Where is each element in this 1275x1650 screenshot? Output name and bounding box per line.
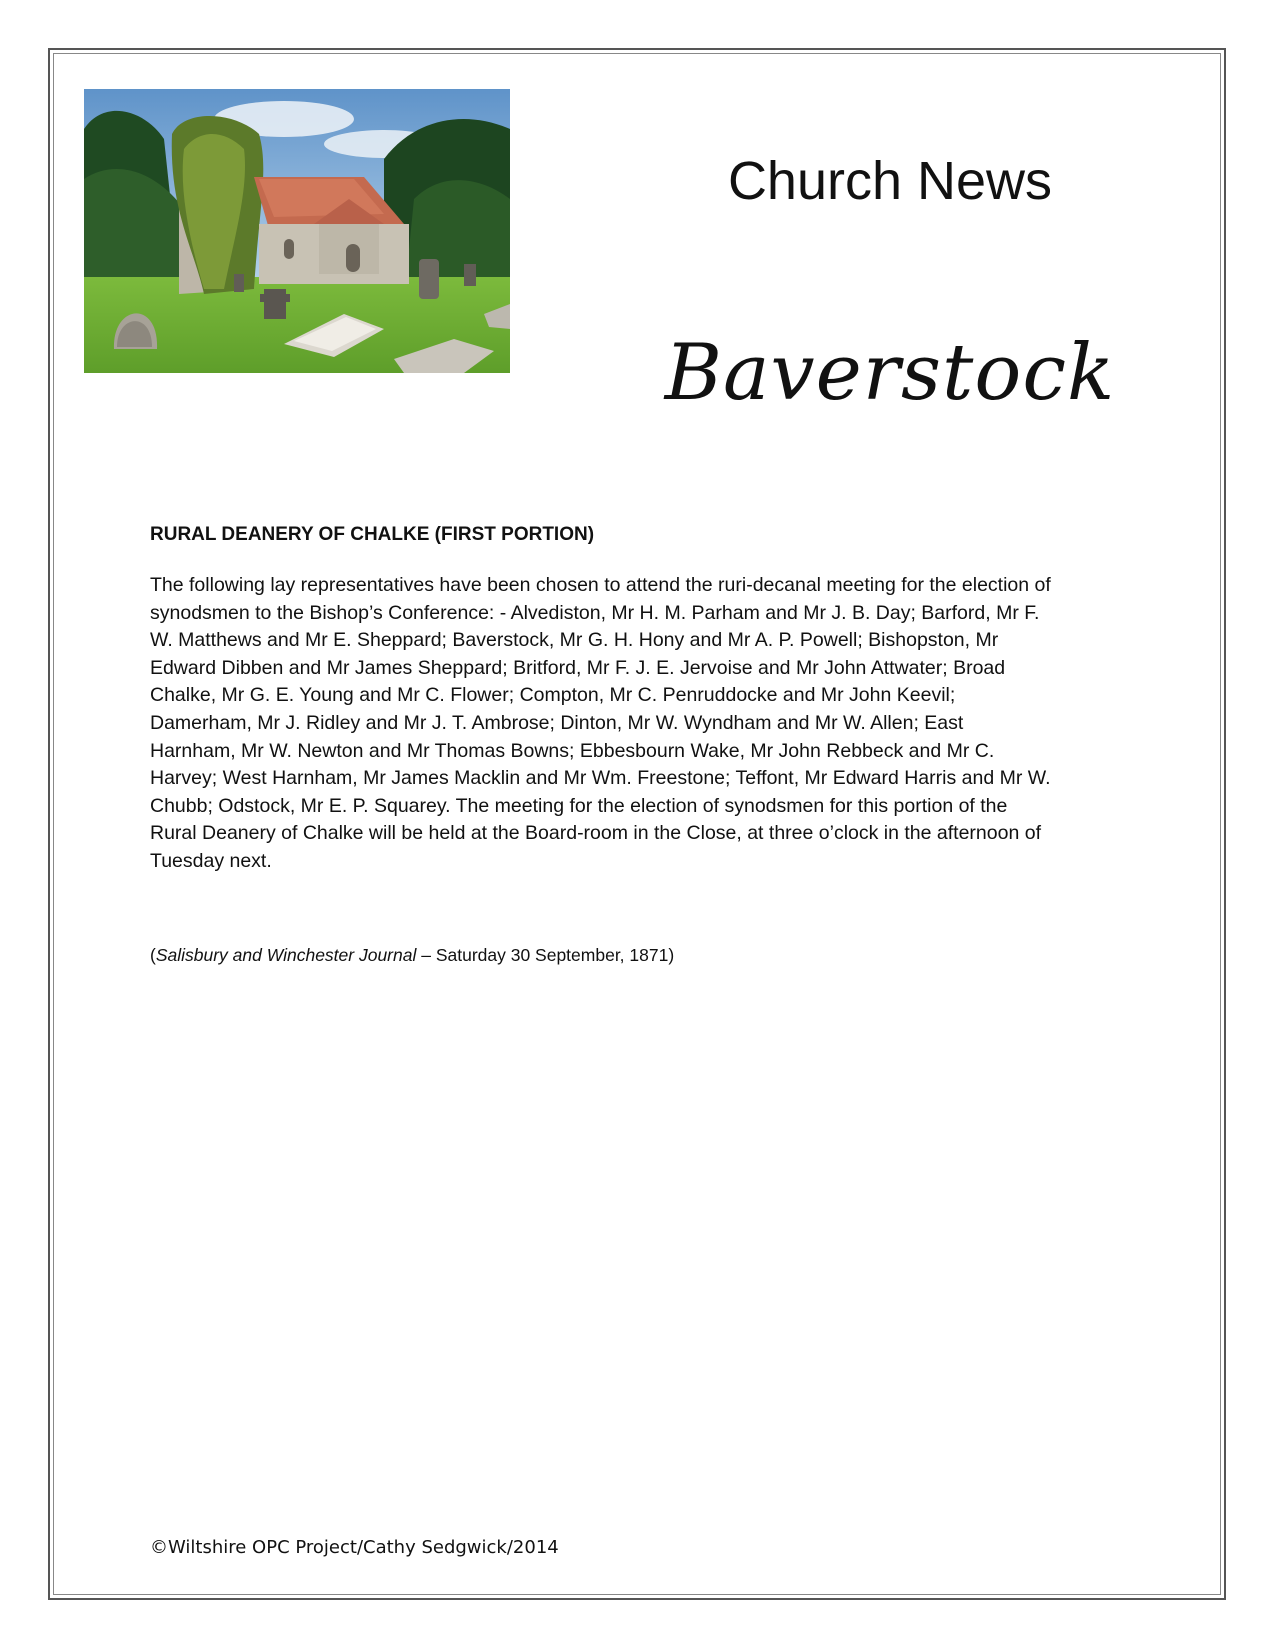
article-line: W. Matthews and Mr E. Sheppard; Baverstock, Mr G. H. Hony and Mr A. P. Powell; Bishopston, Mr [150, 629, 999, 652]
article-line: synodsmen to the Bishop’s Conference: - Alvediston, Mr H. M. Parham and Mr J. B. Day; Barford, Mr F. [150, 601, 1040, 624]
article-line: Harnham, Mr W. Newton and Mr Thomas Bowns; Ebbesbourn Wake, Mr John Rebbeck and Mr C. [150, 739, 995, 762]
article-citation [150, 943, 674, 967]
article-line: Chubb; Odstock, Mr E. P. Squarey. The meeting for the election of synodsmen for this portion of the [150, 794, 1008, 817]
article-line: Edward Dibben and Mr James Sheppard; Britford, Mr F. J. E. Jervoise and Mr John Attwater; Broad [150, 656, 1006, 679]
article-heading: RURAL DEANERY OF CHALKE (FIRST PORTION) [150, 524, 595, 545]
article-line: Rural Deanery of Chalke will be held at the Board-room in the Close, at three o’clock in the afternoon of [150, 822, 1041, 845]
article-line: Harvey; West Harnham, Mr James Macklin and Mr Wm. Freestone; Teffont, Mr Edward Harris and Mr W. [150, 767, 1051, 790]
church-photo-icon [84, 89, 510, 373]
article-body [150, 572, 1130, 876]
article-line: Chalke, Mr G. E. Young and Mr C. Flower; Compton, Mr C. Penruddocke and Mr John Keevil; [150, 684, 956, 707]
citation-date: – Saturday 30 September, 1871) [416, 945, 675, 965]
article-line: The following lay representatives have been chosen to attend the ruri-decanal meeting for the election of [150, 574, 1051, 596]
parish-name: Baverstock [664, 328, 1116, 418]
citation-open: ( [150, 945, 156, 965]
citation-source: Salisbury and Winchester Journal [155, 945, 417, 965]
article-line: Damerham, Mr J. Ridley and Mr J. T. Ambrose; Dinton, Mr W. Wyndham and Mr W. Allen; East [150, 711, 964, 734]
copyright-footer: ©Wiltshire OPC Project/Cathy Sedgwick/2014 [150, 1537, 559, 1558]
page-title: Church News [727, 151, 1053, 211]
article-line: Tuesday next. [150, 849, 272, 872]
